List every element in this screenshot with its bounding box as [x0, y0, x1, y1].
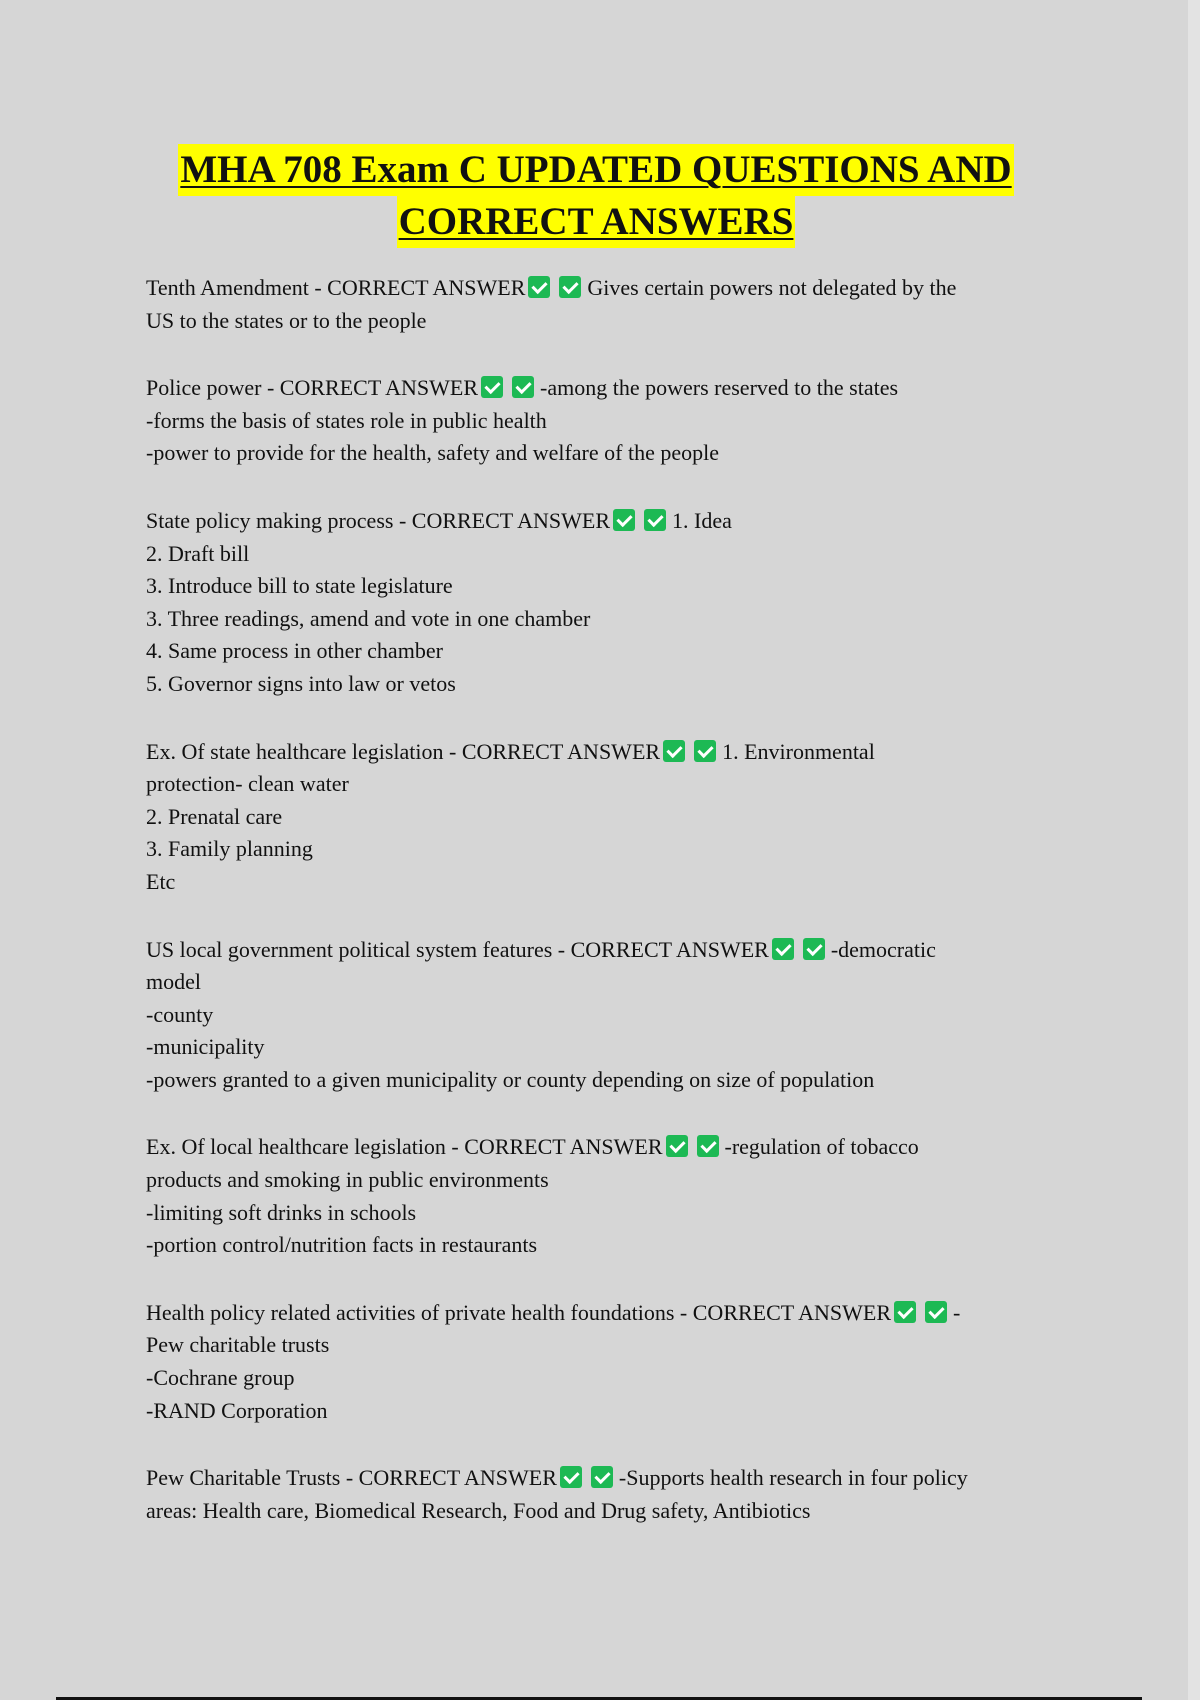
check-box-icon — [512, 376, 534, 398]
entry-answer-start: -among the powers reserved to the states — [540, 375, 899, 401]
entry-answer-line: -limiting soft drinks in schools — [146, 1199, 417, 1225]
entry-answer-line: protection- clean water — [146, 771, 349, 797]
entry-term: State policy making process - CORRECT ANSWER — [146, 507, 611, 533]
entry-answer-line: -portion control/nutrition facts in restaurants — [146, 1232, 538, 1258]
entry-answer-start: -democratic — [830, 936, 936, 962]
entry-first-line — [146, 505, 1046, 538]
check-box-icon — [591, 1466, 613, 1488]
entry-first-line — [146, 934, 1046, 967]
entry-answer-line: 3. Family planning — [146, 836, 313, 862]
entry-private-health-foundations — [146, 1297, 1046, 1427]
entry-state-policy-process — [146, 505, 1046, 701]
page-edge-shade — [1188, 0, 1200, 1700]
document-content — [146, 144, 1046, 1562]
entry-first-line — [146, 1297, 1046, 1330]
check-box-icon — [663, 740, 685, 762]
check-box-icon — [925, 1301, 947, 1323]
entry-answer-line: products and smoking in public environments — [146, 1167, 549, 1193]
entry-state-healthcare-legislation — [146, 736, 1046, 899]
check-box-icon — [528, 276, 550, 298]
entry-term: Ex. Of state healthcare legislation - CORRECT ANSWER — [146, 738, 661, 764]
entry-answer-line: 3. Introduce bill to state legislature — [146, 573, 453, 599]
check-box-icon — [613, 509, 635, 531]
entry-answer-line: -power to provide for the health, safety and welfare of the people — [146, 440, 719, 466]
title-line-1: MHA 708 Exam C UPDATED QUESTIONS AND — [178, 144, 1013, 196]
entry-answer-line: 3. Three readings, amend and vote in one chamber — [146, 605, 591, 631]
entry-answer-line: Etc — [146, 868, 176, 894]
entry-answer-line: -RAND Corporation — [146, 1397, 328, 1423]
check-box-icon — [560, 1466, 582, 1488]
check-box-icon — [666, 1135, 688, 1157]
entry-answer-start: Gives certain powers not delegated by the — [587, 275, 957, 300]
check-box-icon — [697, 1135, 719, 1157]
entry-answer-line: 2. Prenatal care — [146, 803, 283, 829]
entry-term: Pew Charitable Trusts - CORRECT ANSWER — [146, 1465, 557, 1491]
check-box-icon — [644, 509, 666, 531]
entry-answer-line: areas: Health care, Biomedical Research, Food and Drug safety, Antibiotics — [146, 1497, 811, 1523]
entry-answer-line: -powers granted to a given municipality or county depending on size of population — [146, 1066, 875, 1092]
entry-answer-line: -county — [146, 1001, 214, 1027]
check-box-icon — [694, 740, 716, 762]
entry-term: Health policy related activities of private health foundations - CORRECT ANSWER — [146, 1299, 891, 1325]
entry-answer-line: 4. Same process in other chamber — [146, 638, 443, 664]
entry-answer-line: 5. Governor signs into law or vetos — [146, 670, 456, 696]
check-box-icon — [772, 938, 794, 960]
entry-answer-line: -municipality — [146, 1034, 265, 1060]
entry-tenth-amendment — [146, 272, 1046, 337]
title-line-2: CORRECT ANSWERS — [397, 196, 796, 248]
entry-first-line — [146, 1462, 1046, 1495]
entry-answer-start: 1. Idea — [672, 507, 732, 533]
entry-answer-line: model — [146, 969, 201, 995]
entry-pew-charitable-trusts — [146, 1462, 1046, 1527]
entry-answer-line: -Cochrane group — [146, 1365, 295, 1391]
entry-local-government-features — [146, 934, 1046, 1097]
check-box-icon — [481, 376, 503, 398]
check-box-icon — [894, 1301, 916, 1323]
entry-answer-start: 1. Environmental — [722, 738, 875, 764]
entry-first-line — [146, 736, 1046, 769]
check-box-icon — [803, 938, 825, 960]
entry-answer-start: -regulation of tobacco — [724, 1134, 919, 1160]
check-box-icon — [559, 276, 581, 298]
entry-first-line — [146, 1131, 1046, 1164]
entry-first-line — [146, 272, 1046, 305]
document-title — [146, 144, 1046, 248]
entry-answer-start: - — [953, 1299, 961, 1325]
entry-police-power — [146, 372, 1046, 470]
entry-answer-line: Pew charitable trusts — [146, 1332, 330, 1358]
entry-answer-line: US to the states or to the people — [146, 307, 427, 333]
entry-term: US local government political system features - CORRECT ANSWER — [146, 936, 769, 962]
entry-term: Tenth Amendment - CORRECT ANSWER — [146, 275, 526, 300]
entry-answer-line: 2. Draft bill — [146, 540, 250, 566]
entry-local-healthcare-legislation — [146, 1131, 1046, 1261]
entry-answer-line: -forms the basis of states role in public health — [146, 407, 547, 433]
entry-term: Police power - CORRECT ANSWER — [146, 375, 479, 401]
entry-first-line — [146, 372, 1046, 405]
entry-term: Ex. Of local healthcare legislation - CORRECT ANSWER — [146, 1134, 663, 1160]
entry-answer-start: -Supports health research in four policy — [618, 1465, 968, 1491]
